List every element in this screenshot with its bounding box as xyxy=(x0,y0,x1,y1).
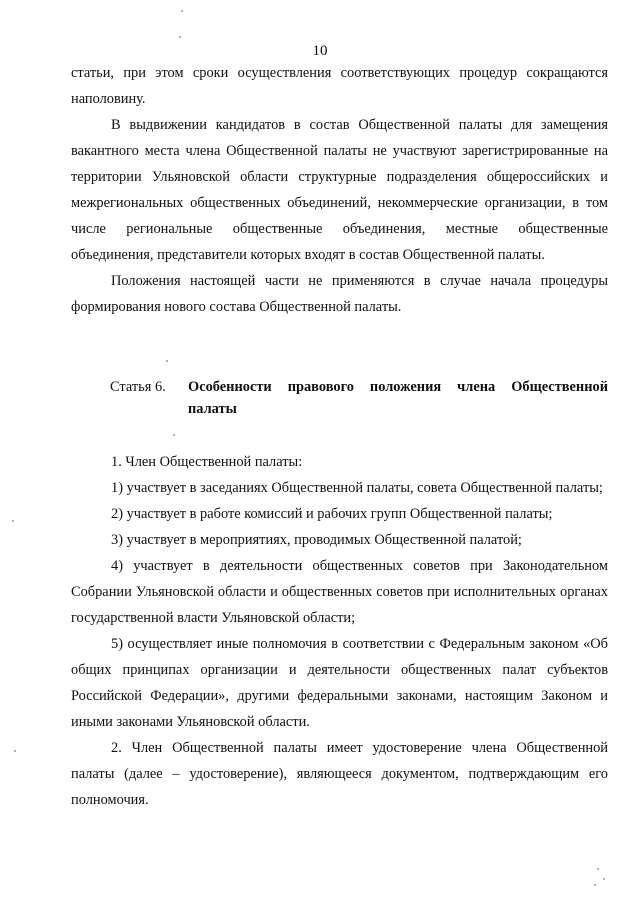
scan-speck xyxy=(594,884,596,886)
scan-speck xyxy=(597,868,599,870)
paragraph-continuation: статьи, при этом сроки осуществления соответствующих процедур сокращаются наполовину. xyxy=(71,65,608,107)
article-heading xyxy=(110,376,608,420)
scan-speck xyxy=(603,878,605,880)
article-title: Особенности правового положения члена Общественной палаты xyxy=(188,379,608,417)
scan-speck xyxy=(173,434,175,436)
scan-speck xyxy=(179,36,181,38)
clause-1: 1. Член Общественной палаты: xyxy=(111,454,303,470)
list-item-5: 5) осуществляет иные полномочия в соответствии с Федеральным законом «Об общих принципах организации и деятельности общественных палат субъектов Российской Федерации», другими федеральными законами, настоящим Законом и иными законами Ульяновской области. xyxy=(71,636,608,730)
page-number: 10 xyxy=(312,43,328,59)
scan-speck xyxy=(14,750,16,752)
list-item-4: 4) участвует в деятельности общественных советов при Законодательном Собрании Ульяновской области и общественных советов при исполнительных органах государственной власти Ульяновской области; xyxy=(71,558,608,626)
clause-2: 2. Член Общественной палаты имеет удостоверение члена Общественной палаты (далее – удостоверение), являющееся документом, подтверждающим его полномочия. xyxy=(71,740,608,808)
paragraph-exception: Положения настоящей части не применяются в случае начала процедуры формирования нового состава Общественной палаты. xyxy=(71,273,608,315)
list-item-2: 2) участвует в работе комиссий и рабочих групп Общественной палаты; xyxy=(111,506,553,522)
list-item-3: 3) участвует в мероприятиях, проводимых Общественной палатой; xyxy=(111,532,522,548)
scan-speck xyxy=(181,10,183,12)
paragraph-nomination: В выдвижении кандидатов в состав Общественной палаты для замещения вакантного места члена Общественной палаты не участвуют зарегистрированные на территории Ульяновской области структурные подразделения общероссийских и межрегиональных общественных объединений, некоммерческие организации, в том числе региональные общественные объединения, местные общественные объединения, представители которых входят в состав Общественной палаты. xyxy=(71,117,608,263)
top-text-block xyxy=(71,60,608,320)
article-text-block xyxy=(71,449,608,813)
article-label: Статья 6. xyxy=(110,379,166,395)
list-item-1: 1) участвует в заседаниях Общественной палаты, совета Общественной палаты; xyxy=(111,480,603,496)
scan-speck xyxy=(166,360,168,362)
scan-speck xyxy=(12,520,14,522)
